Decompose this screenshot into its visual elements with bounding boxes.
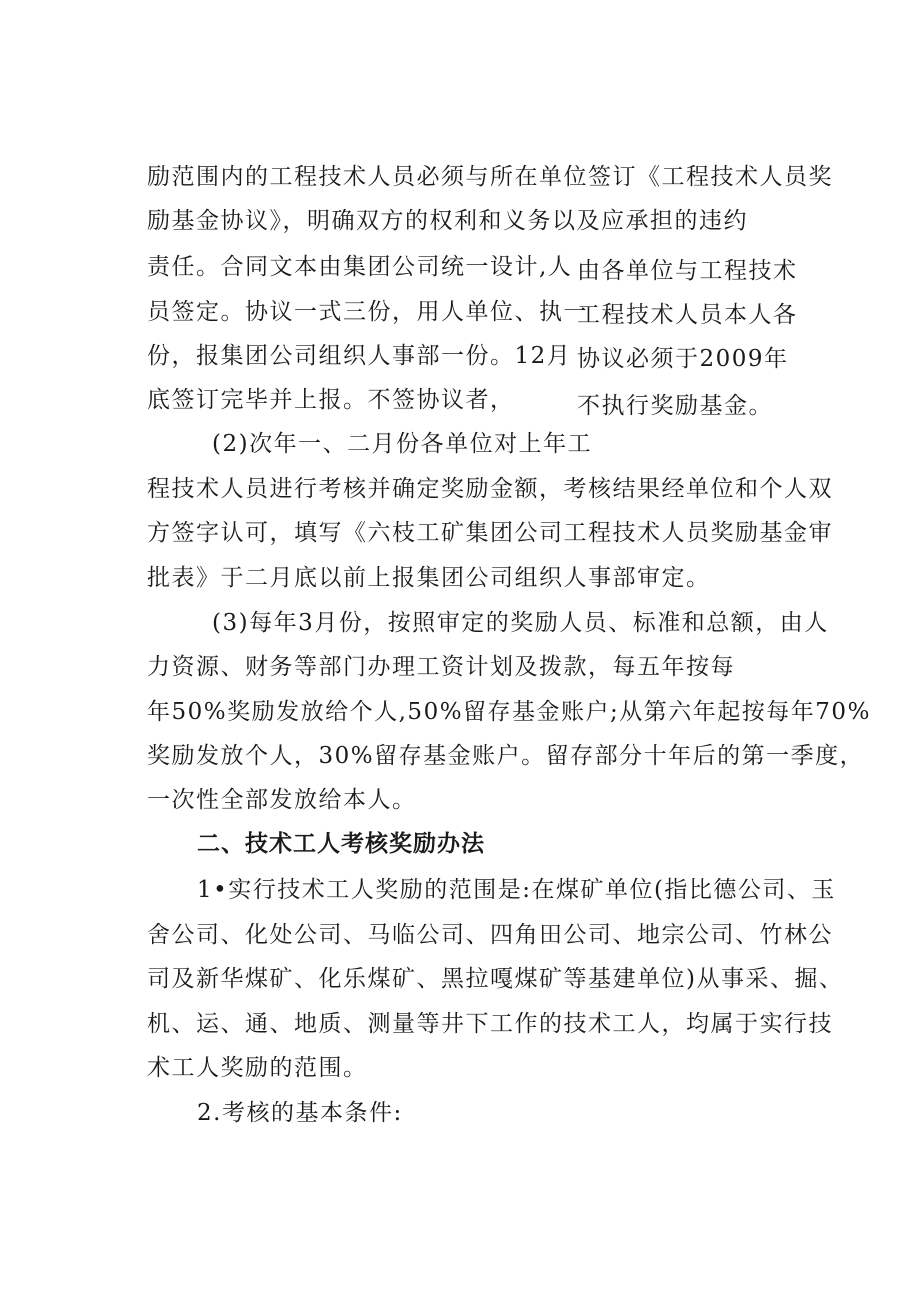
section-heading: 二、技术工人考核奖励办法	[197, 831, 485, 857]
text-line-left-column: 底签订完毕并上报。不签协议者，	[147, 387, 515, 413]
paragraph-item-1-start: 1•实行技术工人奖励的范围是:在煤矿单位(指比德公司、玉	[197, 877, 836, 903]
text-line: 力资源、财务等部门办理工资计划及拨款，每五年按每	[147, 654, 735, 680]
text-line: 励范围内的工程技术人员必须与所在单位签订《工程技术人员奖	[147, 164, 833, 190]
text-line: 方签字认可，填写《六枝工矿集团公司工程技术人员奖励基金审	[147, 520, 833, 546]
text-line: 术工人奖励的范围。	[147, 1055, 368, 1081]
text-line: 司及新华煤矿、化乐煤矿、黑拉嘎煤矿等基建单位)从事采、掘、	[147, 966, 844, 992]
text-line-left-column: 责任。合同文本由集团公司统一设计,人	[147, 254, 573, 280]
text-line-right-column: 不执行奖励基金。	[577, 393, 773, 419]
text-line-right-column: 工程技术人员本人各	[577, 302, 798, 328]
text-line: 舍公司、化处公司、马临公司、四角田公司、地宗公司、竹林公	[147, 922, 833, 948]
paragraph-item-2-start: 2.考核的基本条件:	[197, 1100, 403, 1126]
text-line-left-column: 份，报集团公司组织人事部一份。12月	[147, 343, 572, 369]
text-line: 机、运、通、地质、测量等井下工作的技术工人，均属于实行技	[147, 1011, 833, 1037]
text-line-right-column: 协议必须于2009年	[577, 346, 789, 372]
text-line: 年50%奖励发放给个人,50%留存基金账户;从第六年起按每年70%	[147, 699, 871, 725]
text-line: 批表》于二月底以前上报集团公司组织人事部审定。	[147, 565, 711, 591]
text-line-right-column: 由各单位与工程技术	[577, 258, 798, 284]
text-line: 励基金协议》，明确双方的权利和义务以及应承担的违约	[147, 208, 748, 234]
paragraph-2-start: (2)次年一、二月份各单位对上年工	[212, 431, 593, 457]
text-line-left-column: 员签定。协议一式三份，用人单位、执一	[147, 299, 588, 325]
text-line: 程技术人员进行考核并确定奖励金额，考核结果经单位和个人双	[147, 476, 833, 502]
text-line: 一次性全部发放给本人。	[147, 787, 417, 813]
paragraph-3-start: (3)每年3月份，按照审定的奖励人员、标准和总额，由人	[212, 610, 829, 636]
text-line: 奖励发放个人，30%留存基金账户。留存部分十年后的第一季度，	[147, 743, 865, 769]
